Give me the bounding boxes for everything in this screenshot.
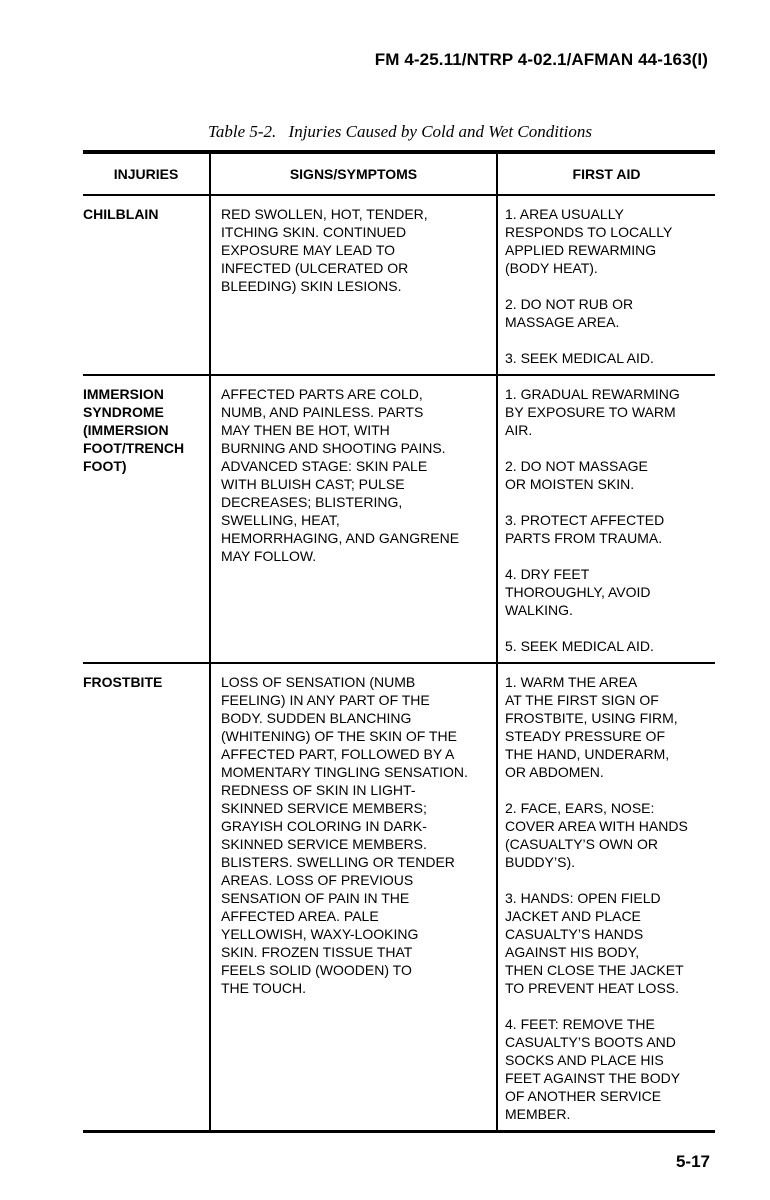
page-number: 5-17 bbox=[675, 1152, 710, 1171]
first-aid-cell bbox=[497, 195, 715, 375]
first-aid-cell bbox=[497, 663, 715, 1132]
table-row-immersion-syndrome bbox=[83, 375, 715, 663]
first-aid-step: 1. GRADUAL REWARMING BY EXPOSURE TO WARM AIR. bbox=[505, 386, 680, 438]
first-aid-cell bbox=[497, 375, 715, 663]
injury-name-cell: IMMERSION SYNDROME (IMMERSION FOOT/TRENCH FOOT) bbox=[83, 375, 210, 663]
column-header-first-aid: FIRST AID bbox=[497, 152, 715, 195]
table-caption-title: Injuries Caused by Cold and Wet Conditions bbox=[288, 122, 593, 141]
column-header-signs-symptoms: SIGNS/SYMPTOMS bbox=[210, 152, 497, 195]
first-aid-step: 3. SEEK MEDICAL AID. bbox=[505, 350, 654, 366]
column-header-injuries: INJURIES bbox=[83, 152, 210, 195]
injury-name-cell: CHILBLAIN bbox=[83, 195, 210, 375]
first-aid-step: 1. AREA USUALLY RESPONDS TO LOCALLY APPLIED REWARMING (BODY HEAT). bbox=[505, 206, 673, 276]
first-aid-step: 3. HANDS: OPEN FIELD JACKET AND PLACE CASUALTY’S HANDS AGAINST HIS BODY, THEN CLOSE THE JACKET TO PREVENT HEAT LOSS. bbox=[505, 890, 684, 996]
injuries-table bbox=[83, 150, 715, 1133]
first-aid-step: 5. SEEK MEDICAL AID. bbox=[505, 638, 654, 654]
table-caption bbox=[0, 122, 770, 142]
first-aid-step: 1. WARM THE AREA AT THE FIRST SIGN OF FROSTBITE, USING FIRM, STEADY PRESSURE OF THE HAND, UNDERARM, OR ABDOMEN. bbox=[505, 674, 678, 780]
first-aid-step: 2. FACE, EARS, NOSE: COVER AREA WITH HANDS (CASUALTY’S OWN OR BUDDY’S). bbox=[505, 800, 688, 870]
first-aid-step: 3. PROTECT AFFECTED PARTS FROM TRAUMA. bbox=[505, 512, 665, 546]
table-row-chilblain bbox=[83, 195, 715, 375]
table-row-frostbite bbox=[83, 663, 715, 1132]
first-aid-step: 4. DRY FEET THOROUGHLY, AVOID WALKING. bbox=[505, 566, 651, 618]
table-header-row bbox=[83, 152, 715, 195]
signs-symptoms-cell: RED SWOLLEN, HOT, TENDER, ITCHING SKIN. CONTINUED EXPOSURE MAY LEAD TO INFECTED (ULCERATED OR BLEEDING) SKIN LESIONS. bbox=[210, 195, 497, 375]
first-aid-step: 2. DO NOT MASSAGE OR MOISTEN SKIN. bbox=[505, 458, 648, 492]
first-aid-step: 4. FEET: REMOVE THE CASUALTY’S BOOTS AND SOCKS AND PLACE HIS FEET AGAINST THE BODY OF ANOTHER SERVICE MEMBER. bbox=[505, 1016, 681, 1122]
first-aid-step: 2. DO NOT RUB OR MASSAGE AREA. bbox=[505, 296, 634, 330]
document-number-header: FM 4-25.11/NTRP 4-02.1/AFMAN 44-163(I) bbox=[374, 50, 708, 69]
table-caption-label: Table 5-2. bbox=[207, 122, 277, 141]
signs-symptoms-cell: AFFECTED PARTS ARE COLD, NUMB, AND PAINLESS. PARTS MAY THEN BE HOT, WITH BURNING AND SHOOTING PAINS. ADVANCED STAGE: SKIN PALE WITH BLUISH CAST; PULSE DECREASES; BLISTERING, SWELLING, HEAT, HEMORRHAGING, AND GANGRENE MAY FOLLOW. bbox=[210, 375, 497, 663]
signs-symptoms-cell: LOSS OF SENSATION (NUMB FEELING) IN ANY PART OF THE BODY. SUDDEN BLANCHING (WHITENING) OF THE SKIN OF THE AFFECTED PART, FOLLOWED BY A MOMENTARY TINGLING SENSATION. REDNESS OF SKIN IN LIGHT- SKINNED SERVICE MEMBERS; GRAYISH COLORING IN DARK- SKINNED SERVICE MEMBERS. BLISTERS. SWELLING OR TENDER AREAS. LOSS OF PREVIOUS SENSATION OF PAIN IN THE AFFECTED AREA. PALE YELLOWISH, WAXY-LOOKING SKIN. FROZEN TISSUE THAT FEELS SOLID (WOODEN) TO THE TOUCH. bbox=[210, 663, 497, 1132]
injury-name-cell: FROSTBITE bbox=[83, 663, 210, 1132]
